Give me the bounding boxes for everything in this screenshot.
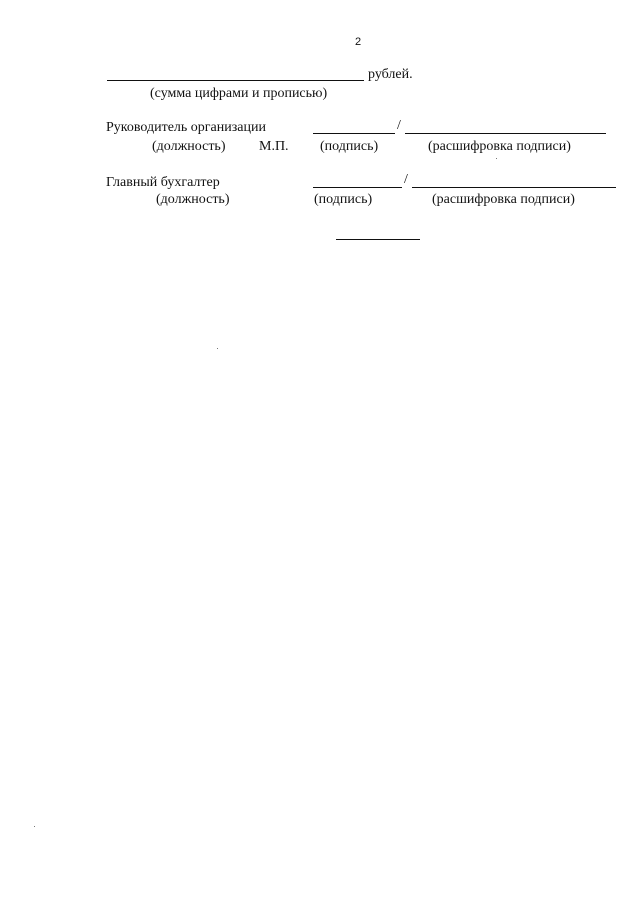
amount-hint: (сумма цифрами и прописью) [150, 86, 328, 101]
scan-speck [496, 158, 497, 159]
accountant-signature-hint: (подпись) [314, 192, 373, 207]
director-signature-hint: (подпись) [320, 139, 379, 154]
scan-speck [217, 348, 218, 349]
director-separator: / [397, 118, 401, 133]
accountant-position-hint: (должность) [156, 192, 230, 207]
accountant-decoding-line [412, 187, 616, 188]
accountant-signature-line [313, 187, 402, 188]
accountant-separator: / [404, 172, 408, 187]
director-position-hint: (должность) [152, 139, 226, 154]
end-separator-line [336, 239, 420, 240]
scan-speck [34, 826, 35, 827]
director-stamp-label: М.П. [259, 139, 289, 154]
director-signature-line [313, 133, 395, 134]
page-number: 2 [355, 36, 362, 48]
director-decoding-line [405, 133, 606, 134]
director-title: Руководитель организации [106, 120, 266, 135]
amount-underline [107, 80, 364, 81]
director-decoding-hint: (расшифровка подписи) [428, 139, 571, 154]
accountant-title: Главный бухгалтер [106, 175, 220, 190]
amount-currency: рублей. [368, 67, 413, 82]
accountant-decoding-hint: (расшифровка подписи) [432, 192, 575, 207]
